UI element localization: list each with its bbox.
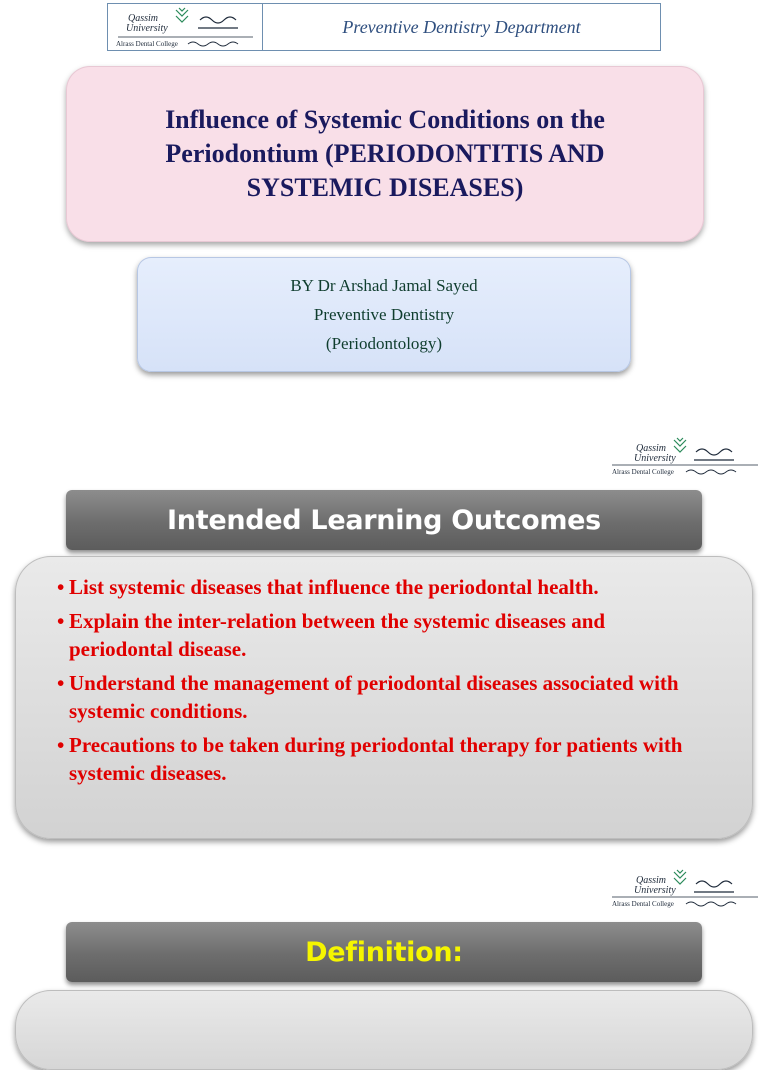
university-logo-definition bbox=[608, 866, 763, 912]
author-box bbox=[137, 257, 631, 372]
definition-heading: Definition: bbox=[66, 922, 702, 982]
svg-text:University: University bbox=[634, 453, 676, 464]
svg-text:Qassim: Qassim bbox=[128, 13, 159, 24]
logo-graphic bbox=[608, 866, 763, 912]
bullet-icon: • bbox=[57, 609, 65, 633]
outcome-item: • List systemic diseases that influence the periodontal health. bbox=[57, 575, 599, 599]
university-logo bbox=[108, 4, 263, 50]
svg-text:University: University bbox=[634, 885, 676, 896]
outcome-item: • Precautions to be taken during periodontal therapy for patients with systemic diseases. bbox=[57, 733, 683, 785]
logo-graphic bbox=[108, 4, 263, 50]
header-bar bbox=[107, 3, 661, 51]
presentation-title: Influence of Systemic Conditions on the Periodontium (PERIODONTITIS AND SYSTEMIC DISEASES) bbox=[165, 105, 605, 202]
svg-text:Alrass Dental College: Alrass Dental College bbox=[612, 900, 674, 908]
author-specialty: (Periodontology) bbox=[325, 334, 443, 353]
university-logo-ilo bbox=[608, 434, 763, 480]
bullet-icon: • bbox=[57, 733, 65, 757]
outcome-item: • Understand the management of periodontal diseases associated with systemic conditions. bbox=[57, 671, 679, 723]
outcomes-list bbox=[57, 573, 707, 793]
title-box bbox=[66, 66, 704, 242]
svg-text:University: University bbox=[126, 23, 168, 34]
department-name: Preventive Dentistry Department bbox=[342, 16, 581, 37]
svg-text:Alrass Dental College: Alrass Dental College bbox=[116, 40, 178, 48]
bullet-icon: • bbox=[57, 671, 65, 695]
svg-text:Qassim: Qassim bbox=[636, 443, 667, 454]
author-name: BY Dr Arshad Jamal Sayed bbox=[290, 276, 478, 295]
author-department: Preventive Dentistry bbox=[313, 305, 455, 324]
logo-graphic bbox=[608, 434, 763, 480]
svg-text:Alrass Dental College: Alrass Dental College bbox=[612, 468, 674, 476]
svg-text:Qassim: Qassim bbox=[636, 875, 667, 886]
definition-box bbox=[15, 990, 753, 1070]
outcomes-box bbox=[15, 556, 753, 839]
outcome-item: • Explain the inter-relation between the systemic diseases and periodontal disease. bbox=[57, 609, 606, 661]
ilo-heading: Intended Learning Outcomes bbox=[66, 490, 702, 550]
bullet-icon: • bbox=[57, 575, 65, 599]
